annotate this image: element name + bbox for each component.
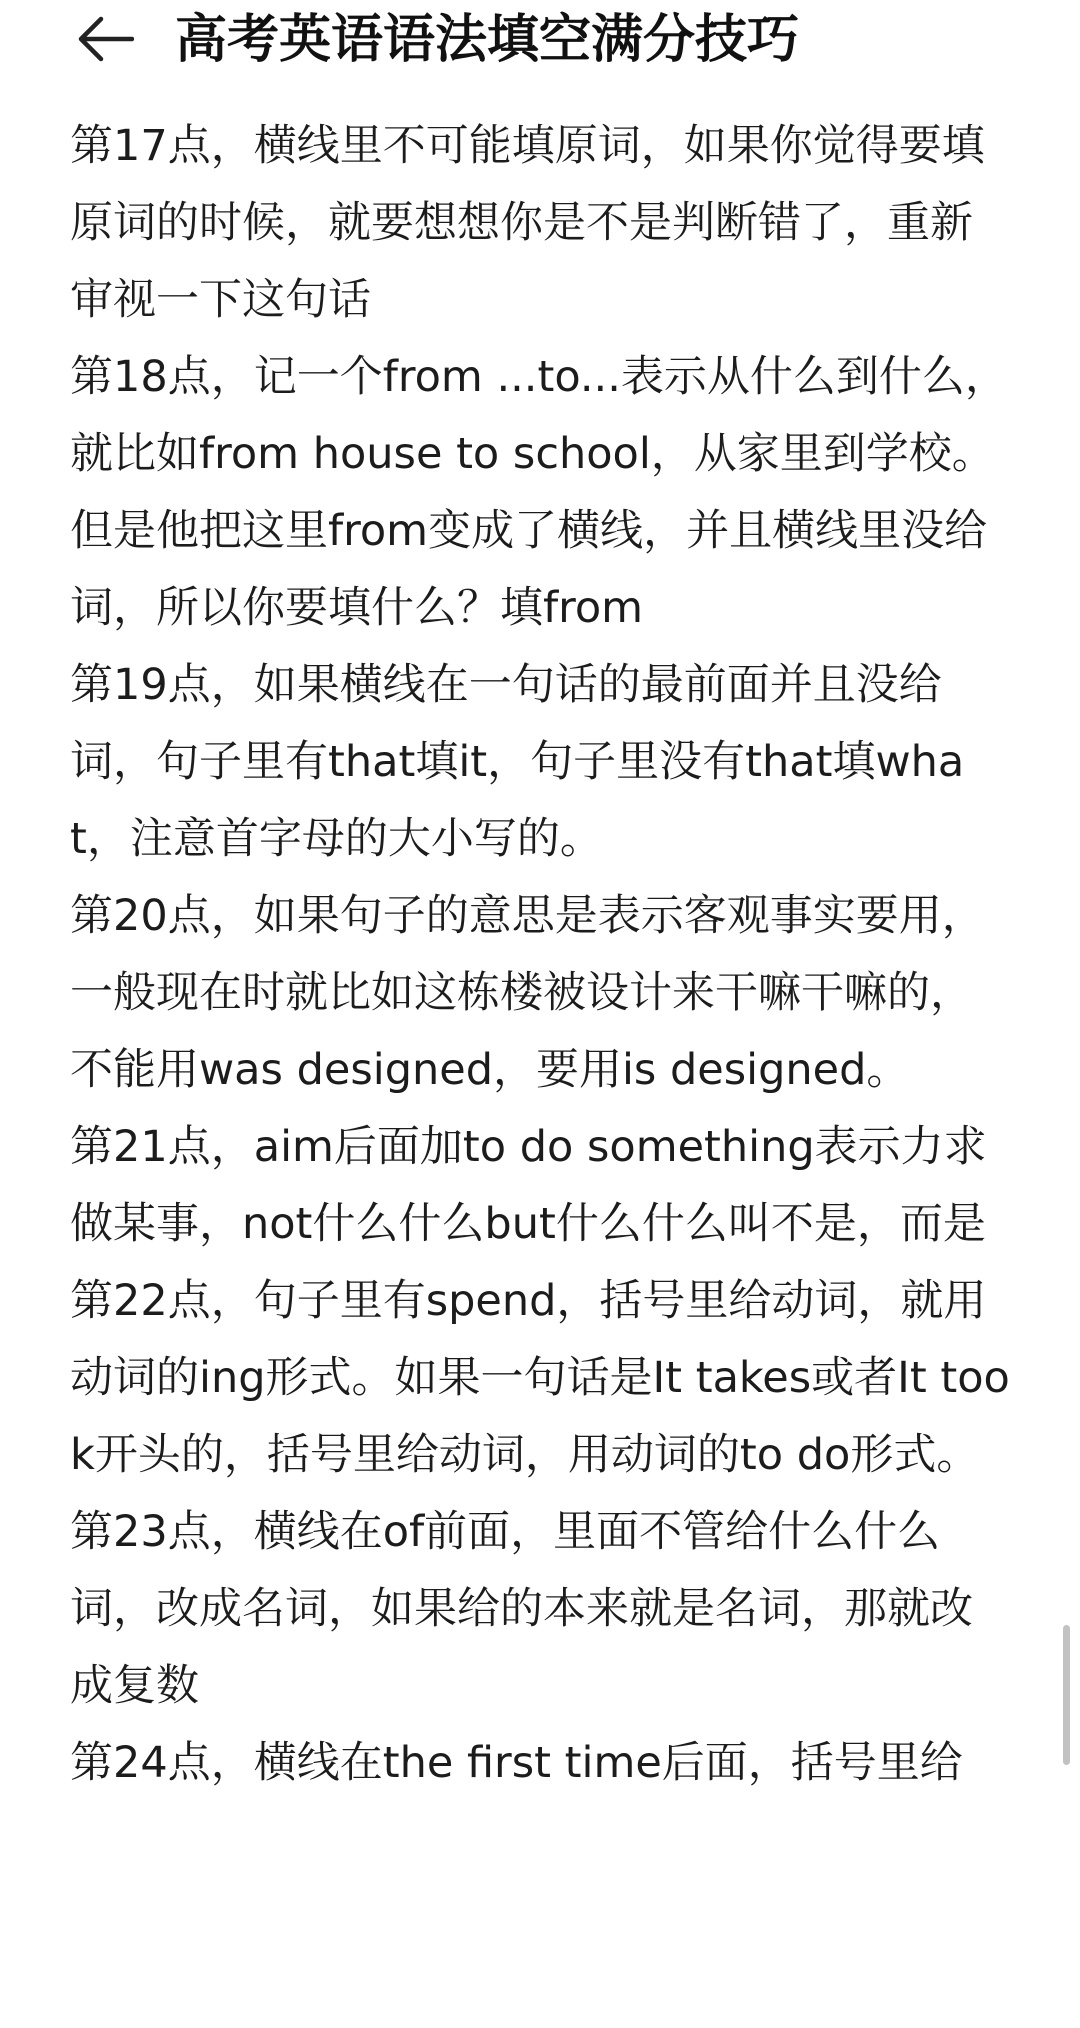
paragraph-point-19: 第19点，如果横线在一句话的最前面并且没给词，句子里有that填it，句子里没有that填what，注意首字母的大小写的。 — [70, 660, 965, 864]
paragraph-point-18: 第18点，记一个from ...to...表示从什么到什么，就比如from house to school，从家里到学校。但是他把这里from变成了横线，并且横线里没给词，所以你要填什么？填from — [70, 352, 1008, 633]
paragraph-point-23: 第23点，横线在of前面，里面不管给什么什么词，改成名词，如果给的本来就是名词，那就改成复数 — [70, 1507, 973, 1711]
scrollbar[interactable] — [1060, 0, 1080, 2028]
paragraph-point-20: 第20点，如果句子的意思是表示客观事实要用，一般现在时就比如这栋楼被设计来干嘛干嘛的，不能用was designed，要用is designed。 — [70, 891, 985, 1095]
scrollbar-thumb[interactable] — [1063, 1625, 1070, 1765]
arrow-left-icon — [76, 16, 134, 62]
back-button[interactable] — [70, 8, 140, 70]
paragraph-point-24: 第24点，横线在the first time后面，括号里给 — [70, 1738, 963, 1788]
top-app-bar — [0, 0, 1080, 84]
paragraph-point-17: 第17点，横线里不可能填原词，如果你觉得要填原词的时候，就要想想你是不是判断错了，重新审视一下这句话 — [70, 121, 985, 325]
paragraph-point-21: 第21点，aim后面加to do something表示力求做某事，not什么什么but什么什么叫不是，而是 — [70, 1122, 987, 1249]
article-body — [70, 108, 1010, 1802]
paragraph-point-22: 第22点，句子里有spend，括号里给动词，就用动词的ing形式。如果一句话是It takes或者It took开头的，括号里给动词，用动词的to do形式。 — [70, 1276, 1010, 1480]
page-title: 高考英语语法填空满分技巧 — [175, 10, 800, 70]
